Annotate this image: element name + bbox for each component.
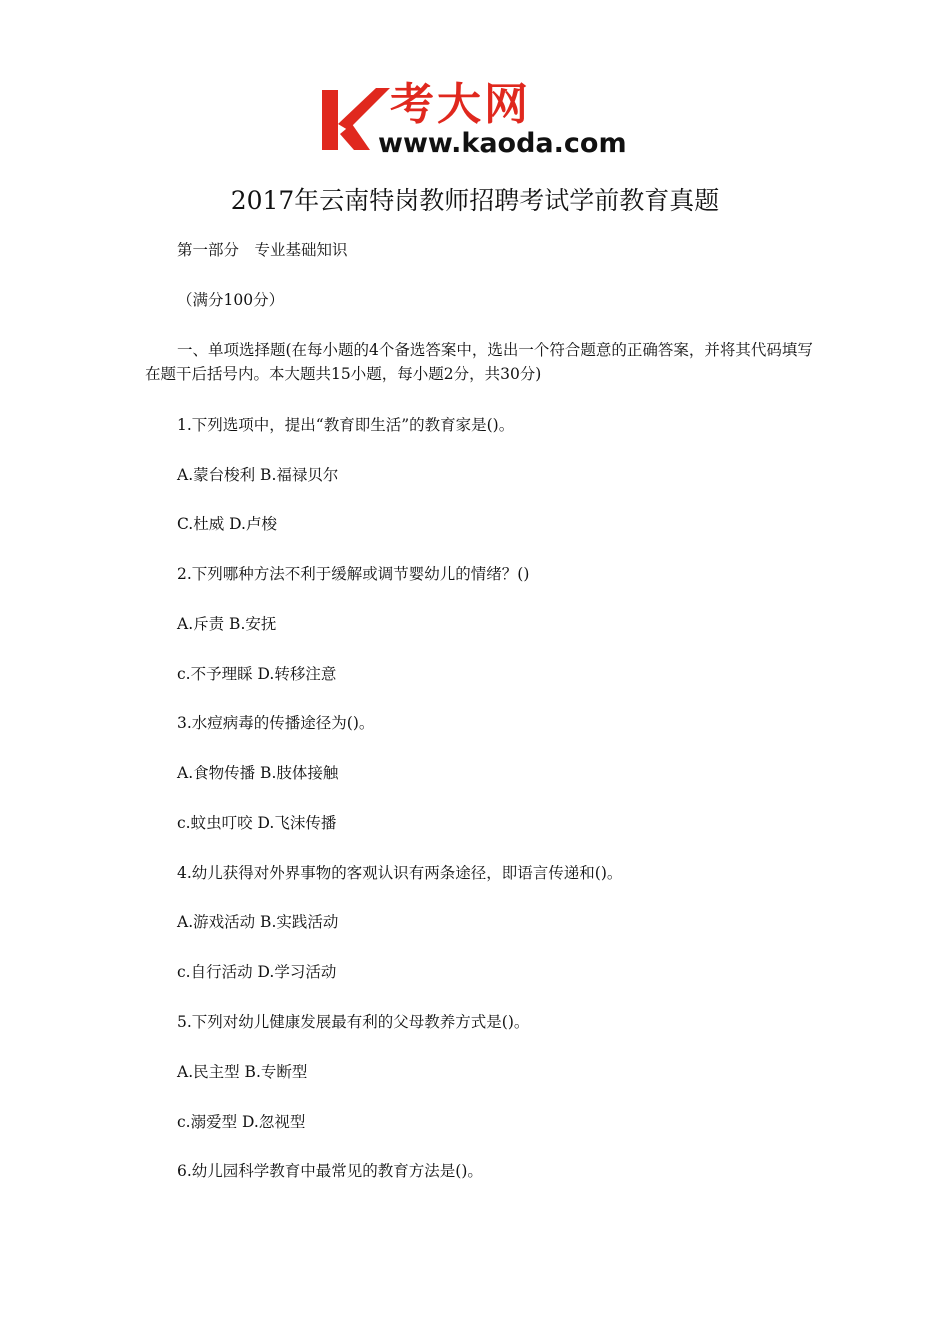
document-title: 2017年云南特岗教师招聘考试学前教育真题 — [230, 186, 720, 215]
question-line: A.食物传播 B.肢体接触 — [177, 764, 339, 782]
question-line: C.杜威 D.卢梭 — [177, 515, 277, 533]
score-note: （满分100分） — [177, 291, 285, 309]
question-line: 6.幼儿园科学教育中最常见的教育方法是()。 — [177, 1162, 483, 1180]
question-line: 1.下列选项中，提出“教育即生活”的教育家是()。 — [177, 416, 515, 434]
question-line: c.蚊虫叮咬 D.飞沫传播 — [177, 814, 337, 832]
question-line: 3.水痘病毒的传播途径为()。 — [177, 714, 375, 732]
part-heading: 第一部分 专业基础知识 — [177, 241, 348, 259]
logo-url: www.kaoda.com — [378, 128, 627, 159]
question-line: c.溺爱型 D.忽视型 — [177, 1113, 306, 1131]
question-line: A.蒙台梭利 B.福禄贝尔 — [177, 466, 339, 484]
section-intro: 一、单项选择题(在每小题的4个备选答案中，选出一个符合题意的正确答案，并将其代码填写在题干后括号内。本大题共15小题，每小题2分，共30分) — [145, 341, 813, 383]
question-line: c.不予理睬 D.转移注意 — [177, 665, 337, 683]
question-line: c.自行活动 D.学习活动 — [177, 963, 337, 981]
question-line: A.游戏活动 B.实践活动 — [177, 913, 339, 931]
question-line: A.斥责 B.安抚 — [177, 615, 277, 633]
question-line: 5.下列对幼儿健康发展最有利的父母教养方式是()。 — [177, 1013, 530, 1031]
question-line: 4.幼儿获得对外界事物的客观认识有两条途径，即语言传递和()。 — [177, 864, 623, 882]
kaoda-logo — [318, 79, 638, 162]
question-line: A.民主型 B.专断型 — [177, 1063, 308, 1081]
question-line: 2.下列哪种方法不利于缓解或调节婴幼儿的情绪？() — [177, 565, 530, 583]
logo-brand-text: 考大网 — [390, 79, 531, 130]
